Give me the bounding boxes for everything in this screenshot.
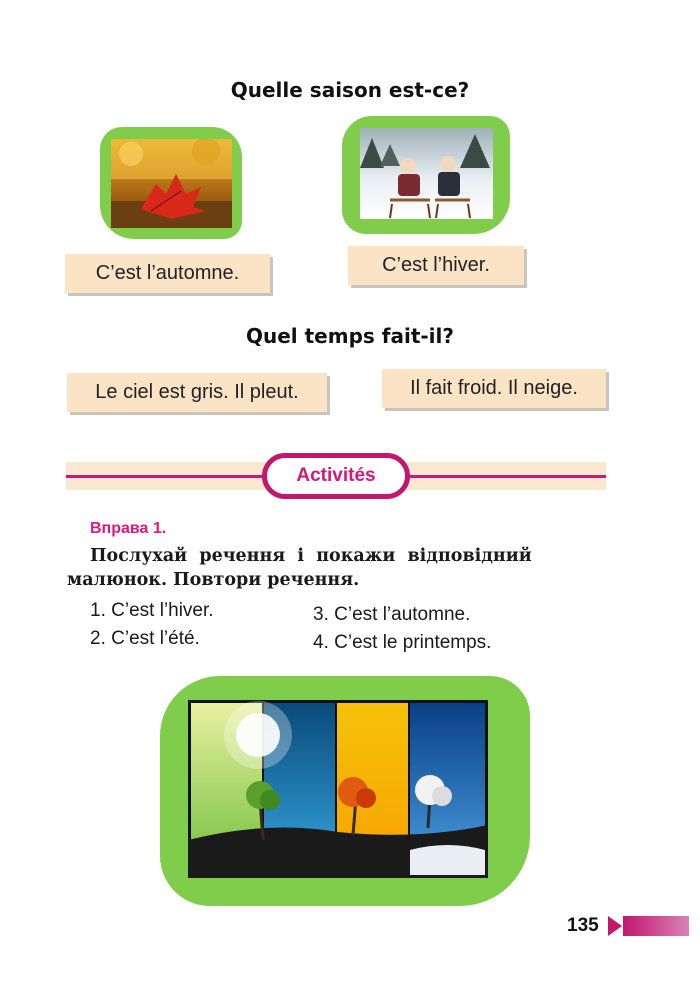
exercise-item-4: 4. C’est le printemps. <box>313 632 492 653</box>
winter-sled-image <box>360 128 493 219</box>
page-arrow-icon <box>608 916 622 936</box>
exercise-item-3: 3. C’est l’automne. <box>313 604 471 625</box>
exercise-item-1: 1. C’est l’hiver. <box>90 600 214 621</box>
page-marker-bar <box>623 916 689 936</box>
snow-card: Il fait froid. Il neige. <box>382 369 606 408</box>
page-number: 135 <box>567 915 599 936</box>
activities-label: Activités <box>296 465 376 486</box>
weather-heading: Quel temps fait-il? <box>246 324 454 348</box>
exercise-instruction-line1: Послухай речення і покажи відповідний <box>90 546 532 566</box>
four-seasons-image <box>188 700 488 878</box>
activities-badge <box>262 453 410 499</box>
autumn-leaf-image <box>111 139 232 228</box>
exercise-item-2: 2. C’est l’été. <box>90 628 200 649</box>
winter-card: C’est l’hiver. <box>348 246 524 285</box>
rain-card: Le ciel est gris. Il pleut. <box>67 373 327 412</box>
exercise-instruction-line2: малюнок. Повтори речення. <box>67 570 360 590</box>
autumn-card: C’est l’automne. <box>65 254 270 293</box>
season-heading: Quelle saison est-ce? <box>230 78 470 102</box>
exercise-title: Вправа 1. <box>90 520 167 537</box>
